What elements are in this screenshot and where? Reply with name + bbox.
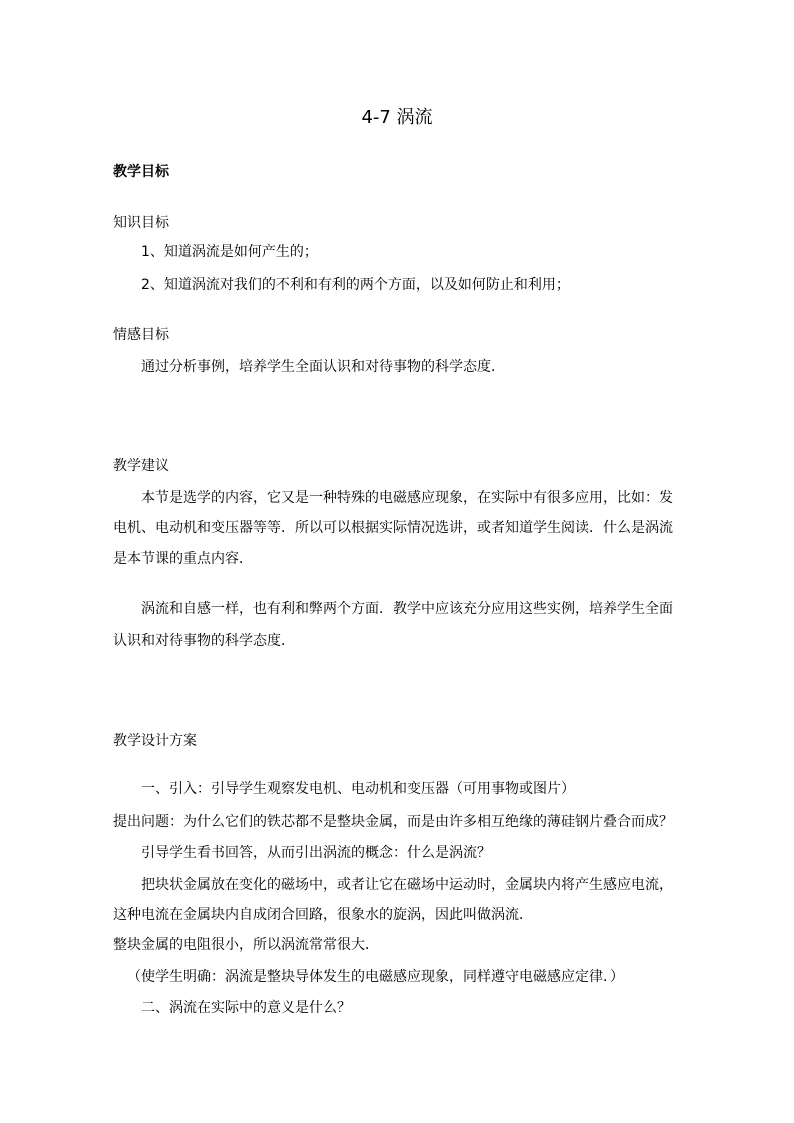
knowledge-item: 2、知道涡流对我们的不利和有利的两个方面，以及如何防止和利用； (141, 277, 570, 293)
knowledge-item: 1、知道涡流是如何产生的； (141, 244, 318, 260)
subheading-design: 教学设计方案 (113, 733, 197, 749)
paragraph-line: 涡流和自感一样，也有利和弊两个方面．教学中应该充分应用这些实例，培养学生全面 (141, 601, 673, 617)
design-line: （使学生明确：涡流是整块导体发生的电磁感应现象，同样遵守电磁感应定律．） (127, 969, 624, 985)
page-title: 4-7 涡流 (361, 107, 433, 128)
design-line: 引导学生看书回答，从而引出涡流的概念：什么是涡流？ (141, 845, 491, 861)
paragraph-line: 是本节课的重点内容． (113, 551, 253, 567)
design-line: 二、涡流在实际中的意义是什么？ (141, 1000, 351, 1016)
design-line: 整块金属的电阻很小，所以涡流常常很大． (113, 937, 379, 953)
emotion-text: 通过分析事例，培养学生全面认识和对待事物的科学态度． (141, 359, 505, 375)
subheading-knowledge: 知识目标 (113, 215, 169, 231)
subheading-emotion: 情感目标 (113, 327, 169, 343)
subheading-suggestion: 教学建议 (113, 458, 169, 474)
design-line: 把块状金属放在变化的磁场中，或者让它在磁场中运动时，金属块内将产生感应电流， (141, 877, 673, 893)
paragraph-line: 本节是选学的内容，它又是一种特殊的电磁感应现象，在实际中有很多应用，比如：发 (141, 490, 673, 506)
design-line: 这种电流在金属块内自成闭合回路，很象水的旋涡，因此叫做涡流． (113, 907, 533, 923)
design-line: 提出问题：为什么它们的铁芯都不是整块金属，而是由许多相互绝缘的薄硅钢片叠合而成？ (113, 814, 673, 830)
paragraph-line: 电机、电动机和变压器等等．所以可以根据实际情况选讲，或者知道学生阅读．什么是涡流 (113, 520, 673, 536)
section-heading-objectives: 教学目标 (113, 164, 169, 180)
paragraph-line: 认识和对待事物的科学态度． (113, 633, 295, 649)
design-line: 一、引入：引导学生观察发电机、电动机和变压器（可用事物或图片） (141, 781, 575, 797)
